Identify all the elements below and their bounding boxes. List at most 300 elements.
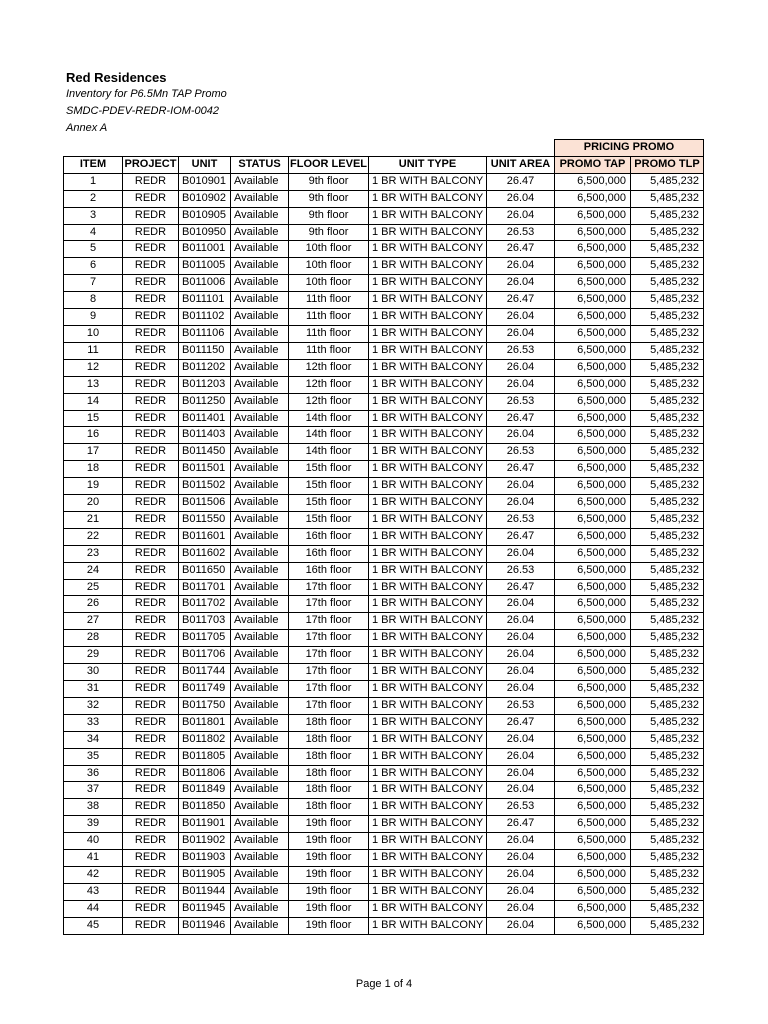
cell-unit: B010950 [179, 224, 231, 241]
cell-unit: B011006 [179, 275, 231, 292]
table-row [64, 596, 704, 613]
cell-floor-level: 18th floor [289, 731, 369, 748]
cell-floor-level: 15th floor [289, 461, 369, 478]
cell-unit-area: 26.04 [487, 325, 555, 342]
page-footer: Page 1 of 4 [355, 978, 413, 990]
cell-status: Available [231, 850, 289, 867]
cell-status: Available [231, 309, 289, 326]
table-row [64, 224, 704, 241]
table-row [64, 292, 704, 309]
cell-promo-tlp: 5,485,232 [631, 545, 704, 562]
cell-promo-tap: 6,500,000 [555, 325, 631, 342]
cell-promo-tlp: 5,485,232 [631, 833, 704, 850]
cell-status: Available [231, 173, 289, 190]
cell-item: 24 [64, 562, 123, 579]
cell-unit-type: 1 BR WITH BALCONY [369, 833, 487, 850]
cell-promo-tap: 6,500,000 [555, 410, 631, 427]
cell-promo-tlp: 5,485,232 [631, 173, 704, 190]
cell-project: REDR [123, 850, 179, 867]
cell-project: REDR [123, 545, 179, 562]
cell-promo-tlp: 5,485,232 [631, 765, 704, 782]
cell-status: Available [231, 613, 289, 630]
cell-project: REDR [123, 478, 179, 495]
cell-floor-level: 17th floor [289, 596, 369, 613]
cell-unit: B011502 [179, 478, 231, 495]
document-subtitle: Inventory for P6.5Mn TAP Promo [66, 88, 227, 100]
cell-item: 2 [64, 190, 123, 207]
cell-unit-area: 26.53 [487, 393, 555, 410]
cell-unit-type: 1 BR WITH BALCONY [369, 613, 487, 630]
cell-unit: B011202 [179, 359, 231, 376]
cell-item: 32 [64, 697, 123, 714]
cell-promo-tap: 6,500,000 [555, 748, 631, 765]
table-row [64, 190, 704, 207]
table-row [64, 697, 704, 714]
cell-promo-tlp: 5,485,232 [631, 613, 704, 630]
cell-floor-level: 19th floor [289, 917, 369, 934]
table-body [64, 173, 704, 934]
cell-project: REDR [123, 511, 179, 528]
column-header-status: STATUS [231, 156, 289, 173]
cell-unit-area: 26.53 [487, 342, 555, 359]
cell-unit-type: 1 BR WITH BALCONY [369, 799, 487, 816]
cell-unit-type: 1 BR WITH BALCONY [369, 190, 487, 207]
cell-promo-tlp: 5,485,232 [631, 359, 704, 376]
cell-unit-type: 1 BR WITH BALCONY [369, 562, 487, 579]
cell-promo-tlp: 5,485,232 [631, 309, 704, 326]
cell-unit-area: 26.04 [487, 309, 555, 326]
cell-unit: B011602 [179, 545, 231, 562]
cell-status: Available [231, 224, 289, 241]
cell-promo-tlp: 5,485,232 [631, 410, 704, 427]
cell-unit: B011403 [179, 427, 231, 444]
cell-unit: B011703 [179, 613, 231, 630]
table-row [64, 359, 704, 376]
cell-unit-area: 26.04 [487, 883, 555, 900]
cell-promo-tap: 6,500,000 [555, 833, 631, 850]
table-row [64, 410, 704, 427]
cell-unit: B011944 [179, 883, 231, 900]
cell-project: REDR [123, 528, 179, 545]
cell-status: Available [231, 258, 289, 275]
cell-item: 10 [64, 325, 123, 342]
cell-status: Available [231, 376, 289, 393]
cell-floor-level: 18th floor [289, 748, 369, 765]
cell-unit-type: 1 BR WITH BALCONY [369, 275, 487, 292]
cell-unit-area: 26.47 [487, 292, 555, 309]
cell-unit-area: 26.53 [487, 444, 555, 461]
cell-promo-tlp: 5,485,232 [631, 292, 704, 309]
cell-status: Available [231, 241, 289, 258]
cell-floor-level: 17th floor [289, 613, 369, 630]
cell-status: Available [231, 511, 289, 528]
cell-status: Available [231, 427, 289, 444]
cell-floor-level: 9th floor [289, 190, 369, 207]
cell-item: 39 [64, 816, 123, 833]
document-annex: Annex A [66, 122, 108, 134]
cell-promo-tlp: 5,485,232 [631, 647, 704, 664]
cell-floor-level: 16th floor [289, 562, 369, 579]
cell-unit-type: 1 BR WITH BALCONY [369, 647, 487, 664]
cell-unit: B011806 [179, 765, 231, 782]
table-row [64, 613, 704, 630]
cell-unit-area: 26.04 [487, 596, 555, 613]
cell-unit: B011744 [179, 664, 231, 681]
cell-floor-level: 10th floor [289, 258, 369, 275]
cell-promo-tap: 6,500,000 [555, 647, 631, 664]
cell-unit: B011705 [179, 630, 231, 647]
cell-promo-tlp: 5,485,232 [631, 917, 704, 934]
cell-promo-tap: 6,500,000 [555, 190, 631, 207]
cell-status: Available [231, 900, 289, 917]
cell-unit: B011802 [179, 731, 231, 748]
cell-project: REDR [123, 613, 179, 630]
cell-unit-area: 26.04 [487, 190, 555, 207]
cell-unit: B011101 [179, 292, 231, 309]
cell-floor-level: 12th floor [289, 393, 369, 410]
cell-status: Available [231, 190, 289, 207]
cell-unit: B011805 [179, 748, 231, 765]
cell-promo-tap: 6,500,000 [555, 579, 631, 596]
cell-project: REDR [123, 258, 179, 275]
cell-unit-area: 26.04 [487, 731, 555, 748]
cell-promo-tlp: 5,485,232 [631, 782, 704, 799]
table-row [64, 309, 704, 326]
cell-unit-area: 26.04 [487, 647, 555, 664]
cell-project: REDR [123, 664, 179, 681]
column-header-unit-area: UNIT AREA [487, 156, 555, 173]
document-reference: SMDC-PDEV-REDR-IOM-0042 [66, 105, 220, 117]
cell-promo-tlp: 5,485,232 [631, 900, 704, 917]
cell-item: 27 [64, 613, 123, 630]
cell-project: REDR [123, 342, 179, 359]
cell-project: REDR [123, 765, 179, 782]
cell-project: REDR [123, 630, 179, 647]
cell-floor-level: 11th floor [289, 325, 369, 342]
cell-status: Available [231, 444, 289, 461]
cell-promo-tlp: 5,485,232 [631, 562, 704, 579]
table-row [64, 241, 704, 258]
cell-project: REDR [123, 782, 179, 799]
cell-floor-level: 19th floor [289, 816, 369, 833]
cell-promo-tlp: 5,485,232 [631, 596, 704, 613]
cell-status: Available [231, 562, 289, 579]
cell-unit-type: 1 BR WITH BALCONY [369, 596, 487, 613]
cell-project: REDR [123, 579, 179, 596]
cell-item: 41 [64, 850, 123, 867]
cell-unit-type: 1 BR WITH BALCONY [369, 393, 487, 410]
cell-item: 36 [64, 765, 123, 782]
cell-item: 13 [64, 376, 123, 393]
cell-project: REDR [123, 647, 179, 664]
cell-project: REDR [123, 376, 179, 393]
cell-item: 25 [64, 579, 123, 596]
cell-floor-level: 17th floor [289, 579, 369, 596]
cell-item: 11 [64, 342, 123, 359]
cell-promo-tlp: 5,485,232 [631, 697, 704, 714]
cell-status: Available [231, 697, 289, 714]
cell-unit-type: 1 BR WITH BALCONY [369, 579, 487, 596]
cell-status: Available [231, 528, 289, 545]
document-header [66, 70, 227, 137]
cell-status: Available [231, 275, 289, 292]
cell-unit-type: 1 BR WITH BALCONY [369, 478, 487, 495]
table-row [64, 664, 704, 681]
cell-unit-area: 26.04 [487, 376, 555, 393]
cell-promo-tlp: 5,485,232 [631, 511, 704, 528]
cell-promo-tap: 6,500,000 [555, 173, 631, 190]
cell-unit: B011005 [179, 258, 231, 275]
cell-unit: B011701 [179, 579, 231, 596]
cell-project: REDR [123, 731, 179, 748]
cell-promo-tlp: 5,485,232 [631, 748, 704, 765]
cell-item: 15 [64, 410, 123, 427]
cell-promo-tap: 6,500,000 [555, 630, 631, 647]
cell-status: Available [231, 748, 289, 765]
cell-floor-level: 11th floor [289, 342, 369, 359]
cell-promo-tap: 6,500,000 [555, 714, 631, 731]
cell-promo-tlp: 5,485,232 [631, 883, 704, 900]
column-header-row [64, 156, 704, 173]
cell-item: 43 [64, 883, 123, 900]
cell-unit-type: 1 BR WITH BALCONY [369, 173, 487, 190]
cell-floor-level: 17th floor [289, 681, 369, 698]
column-header-item: ITEM [64, 156, 123, 173]
cell-unit: B011905 [179, 866, 231, 883]
cell-status: Available [231, 596, 289, 613]
cell-promo-tlp: 5,485,232 [631, 444, 704, 461]
column-header-project: PROJECT [123, 156, 179, 173]
cell-status: Available [231, 681, 289, 698]
cell-item: 33 [64, 714, 123, 731]
table-row [64, 393, 704, 410]
cell-unit-area: 26.04 [487, 427, 555, 444]
cell-promo-tlp: 5,485,232 [631, 714, 704, 731]
inventory-table [63, 139, 704, 935]
column-header-floor-level: FLOOR LEVEL [289, 156, 369, 173]
cell-status: Available [231, 545, 289, 562]
cell-unit: B011250 [179, 393, 231, 410]
cell-project: REDR [123, 495, 179, 512]
table-row [64, 376, 704, 393]
cell-unit-type: 1 BR WITH BALCONY [369, 816, 487, 833]
cell-unit-area: 26.53 [487, 799, 555, 816]
cell-item: 29 [64, 647, 123, 664]
cell-unit-area: 26.04 [487, 866, 555, 883]
cell-item: 26 [64, 596, 123, 613]
cell-project: REDR [123, 866, 179, 883]
table-row [64, 342, 704, 359]
cell-project: REDR [123, 207, 179, 224]
cell-floor-level: 15th floor [289, 478, 369, 495]
cell-promo-tap: 6,500,000 [555, 359, 631, 376]
cell-unit-type: 1 BR WITH BALCONY [369, 258, 487, 275]
cell-floor-level: 18th floor [289, 782, 369, 799]
cell-unit-type: 1 BR WITH BALCONY [369, 714, 487, 731]
cell-unit: B011601 [179, 528, 231, 545]
cell-status: Available [231, 342, 289, 359]
cell-unit-type: 1 BR WITH BALCONY [369, 224, 487, 241]
cell-unit-area: 26.04 [487, 613, 555, 630]
table-row [64, 562, 704, 579]
cell-unit-type: 1 BR WITH BALCONY [369, 681, 487, 698]
table-row [64, 748, 704, 765]
cell-unit-area: 26.04 [487, 258, 555, 275]
cell-project: REDR [123, 173, 179, 190]
cell-unit-type: 1 BR WITH BALCONY [369, 511, 487, 528]
table-row [64, 681, 704, 698]
table-row [64, 917, 704, 934]
cell-unit: B011801 [179, 714, 231, 731]
table-row [64, 647, 704, 664]
cell-item: 38 [64, 799, 123, 816]
cell-floor-level: 18th floor [289, 799, 369, 816]
cell-promo-tap: 6,500,000 [555, 816, 631, 833]
cell-promo-tap: 6,500,000 [555, 883, 631, 900]
cell-promo-tap: 6,500,000 [555, 292, 631, 309]
cell-promo-tap: 6,500,000 [555, 866, 631, 883]
cell-item: 34 [64, 731, 123, 748]
cell-unit-area: 26.04 [487, 630, 555, 647]
cell-unit-area: 26.47 [487, 579, 555, 596]
cell-item: 8 [64, 292, 123, 309]
cell-unit-type: 1 BR WITH BALCONY [369, 427, 487, 444]
cell-promo-tlp: 5,485,232 [631, 478, 704, 495]
cell-unit-area: 26.47 [487, 461, 555, 478]
cell-unit-type: 1 BR WITH BALCONY [369, 765, 487, 782]
cell-unit: B011706 [179, 647, 231, 664]
cell-unit: B011506 [179, 495, 231, 512]
cell-unit-type: 1 BR WITH BALCONY [369, 241, 487, 258]
cell-unit: B011850 [179, 799, 231, 816]
cell-floor-level: 19th floor [289, 900, 369, 917]
cell-floor-level: 10th floor [289, 275, 369, 292]
cell-unit-area: 26.04 [487, 207, 555, 224]
cell-floor-level: 9th floor [289, 224, 369, 241]
cell-item: 4 [64, 224, 123, 241]
table-row [64, 816, 704, 833]
cell-project: REDR [123, 799, 179, 816]
column-header-unit: UNIT [179, 156, 231, 173]
cell-promo-tap: 6,500,000 [555, 342, 631, 359]
cell-unit-type: 1 BR WITH BALCONY [369, 545, 487, 562]
cell-unit: B011849 [179, 782, 231, 799]
cell-promo-tap: 6,500,000 [555, 495, 631, 512]
cell-promo-tlp: 5,485,232 [631, 342, 704, 359]
cell-promo-tlp: 5,485,232 [631, 190, 704, 207]
cell-project: REDR [123, 883, 179, 900]
cell-item: 30 [64, 664, 123, 681]
cell-floor-level: 12th floor [289, 376, 369, 393]
cell-unit-type: 1 BR WITH BALCONY [369, 325, 487, 342]
cell-item: 28 [64, 630, 123, 647]
cell-unit-type: 1 BR WITH BALCONY [369, 495, 487, 512]
cell-status: Available [231, 833, 289, 850]
cell-unit-area: 26.04 [487, 917, 555, 934]
cell-promo-tap: 6,500,000 [555, 393, 631, 410]
cell-promo-tap: 6,500,000 [555, 850, 631, 867]
cell-unit: B011102 [179, 309, 231, 326]
cell-promo-tap: 6,500,000 [555, 461, 631, 478]
table-row [64, 765, 704, 782]
cell-unit-area: 26.04 [487, 765, 555, 782]
cell-unit-type: 1 BR WITH BALCONY [369, 748, 487, 765]
cell-status: Available [231, 478, 289, 495]
cell-status: Available [231, 410, 289, 427]
cell-promo-tlp: 5,485,232 [631, 393, 704, 410]
cell-floor-level: 16th floor [289, 545, 369, 562]
cell-status: Available [231, 714, 289, 731]
cell-promo-tlp: 5,485,232 [631, 241, 704, 258]
column-header-promo-tlp: PROMO TLP [631, 156, 704, 173]
cell-unit-area: 26.04 [487, 359, 555, 376]
cell-unit-area: 26.04 [487, 782, 555, 799]
cell-floor-level: 12th floor [289, 359, 369, 376]
cell-unit-area: 26.47 [487, 241, 555, 258]
cell-unit: B011650 [179, 562, 231, 579]
cell-unit-area: 26.53 [487, 511, 555, 528]
cell-floor-level: 17th floor [289, 664, 369, 681]
cell-unit: B011106 [179, 325, 231, 342]
table-row [64, 630, 704, 647]
cell-item: 20 [64, 495, 123, 512]
cell-status: Available [231, 325, 289, 342]
cell-promo-tap: 6,500,000 [555, 765, 631, 782]
cell-unit: B011450 [179, 444, 231, 461]
cell-promo-tlp: 5,485,232 [631, 275, 704, 292]
cell-project: REDR [123, 461, 179, 478]
cell-unit: B011150 [179, 342, 231, 359]
cell-promo-tlp: 5,485,232 [631, 207, 704, 224]
cell-project: REDR [123, 714, 179, 731]
cell-promo-tlp: 5,485,232 [631, 427, 704, 444]
cell-unit-area: 26.04 [487, 275, 555, 292]
cell-project: REDR [123, 596, 179, 613]
cell-unit-type: 1 BR WITH BALCONY [369, 866, 487, 883]
cell-unit-type: 1 BR WITH BALCONY [369, 528, 487, 545]
cell-promo-tap: 6,500,000 [555, 275, 631, 292]
cell-item: 18 [64, 461, 123, 478]
table-row [64, 427, 704, 444]
cell-promo-tap: 6,500,000 [555, 376, 631, 393]
cell-promo-tap: 6,500,000 [555, 444, 631, 461]
cell-floor-level: 15th floor [289, 511, 369, 528]
cell-promo-tlp: 5,485,232 [631, 579, 704, 596]
cell-status: Available [231, 799, 289, 816]
cell-item: 19 [64, 478, 123, 495]
cell-status: Available [231, 917, 289, 934]
cell-status: Available [231, 664, 289, 681]
cell-floor-level: 17th floor [289, 647, 369, 664]
cell-promo-tap: 6,500,000 [555, 782, 631, 799]
cell-floor-level: 14th floor [289, 410, 369, 427]
table-row [64, 444, 704, 461]
cell-promo-tlp: 5,485,232 [631, 850, 704, 867]
cell-project: REDR [123, 275, 179, 292]
cell-promo-tlp: 5,485,232 [631, 224, 704, 241]
cell-unit-area: 26.47 [487, 528, 555, 545]
cell-floor-level: 19th floor [289, 883, 369, 900]
cell-project: REDR [123, 325, 179, 342]
table-row [64, 799, 704, 816]
cell-promo-tap: 6,500,000 [555, 511, 631, 528]
cell-status: Available [231, 579, 289, 596]
table-row [64, 511, 704, 528]
cell-promo-tlp: 5,485,232 [631, 799, 704, 816]
cell-item: 21 [64, 511, 123, 528]
cell-floor-level: 18th floor [289, 714, 369, 731]
cell-unit-area: 26.04 [487, 681, 555, 698]
